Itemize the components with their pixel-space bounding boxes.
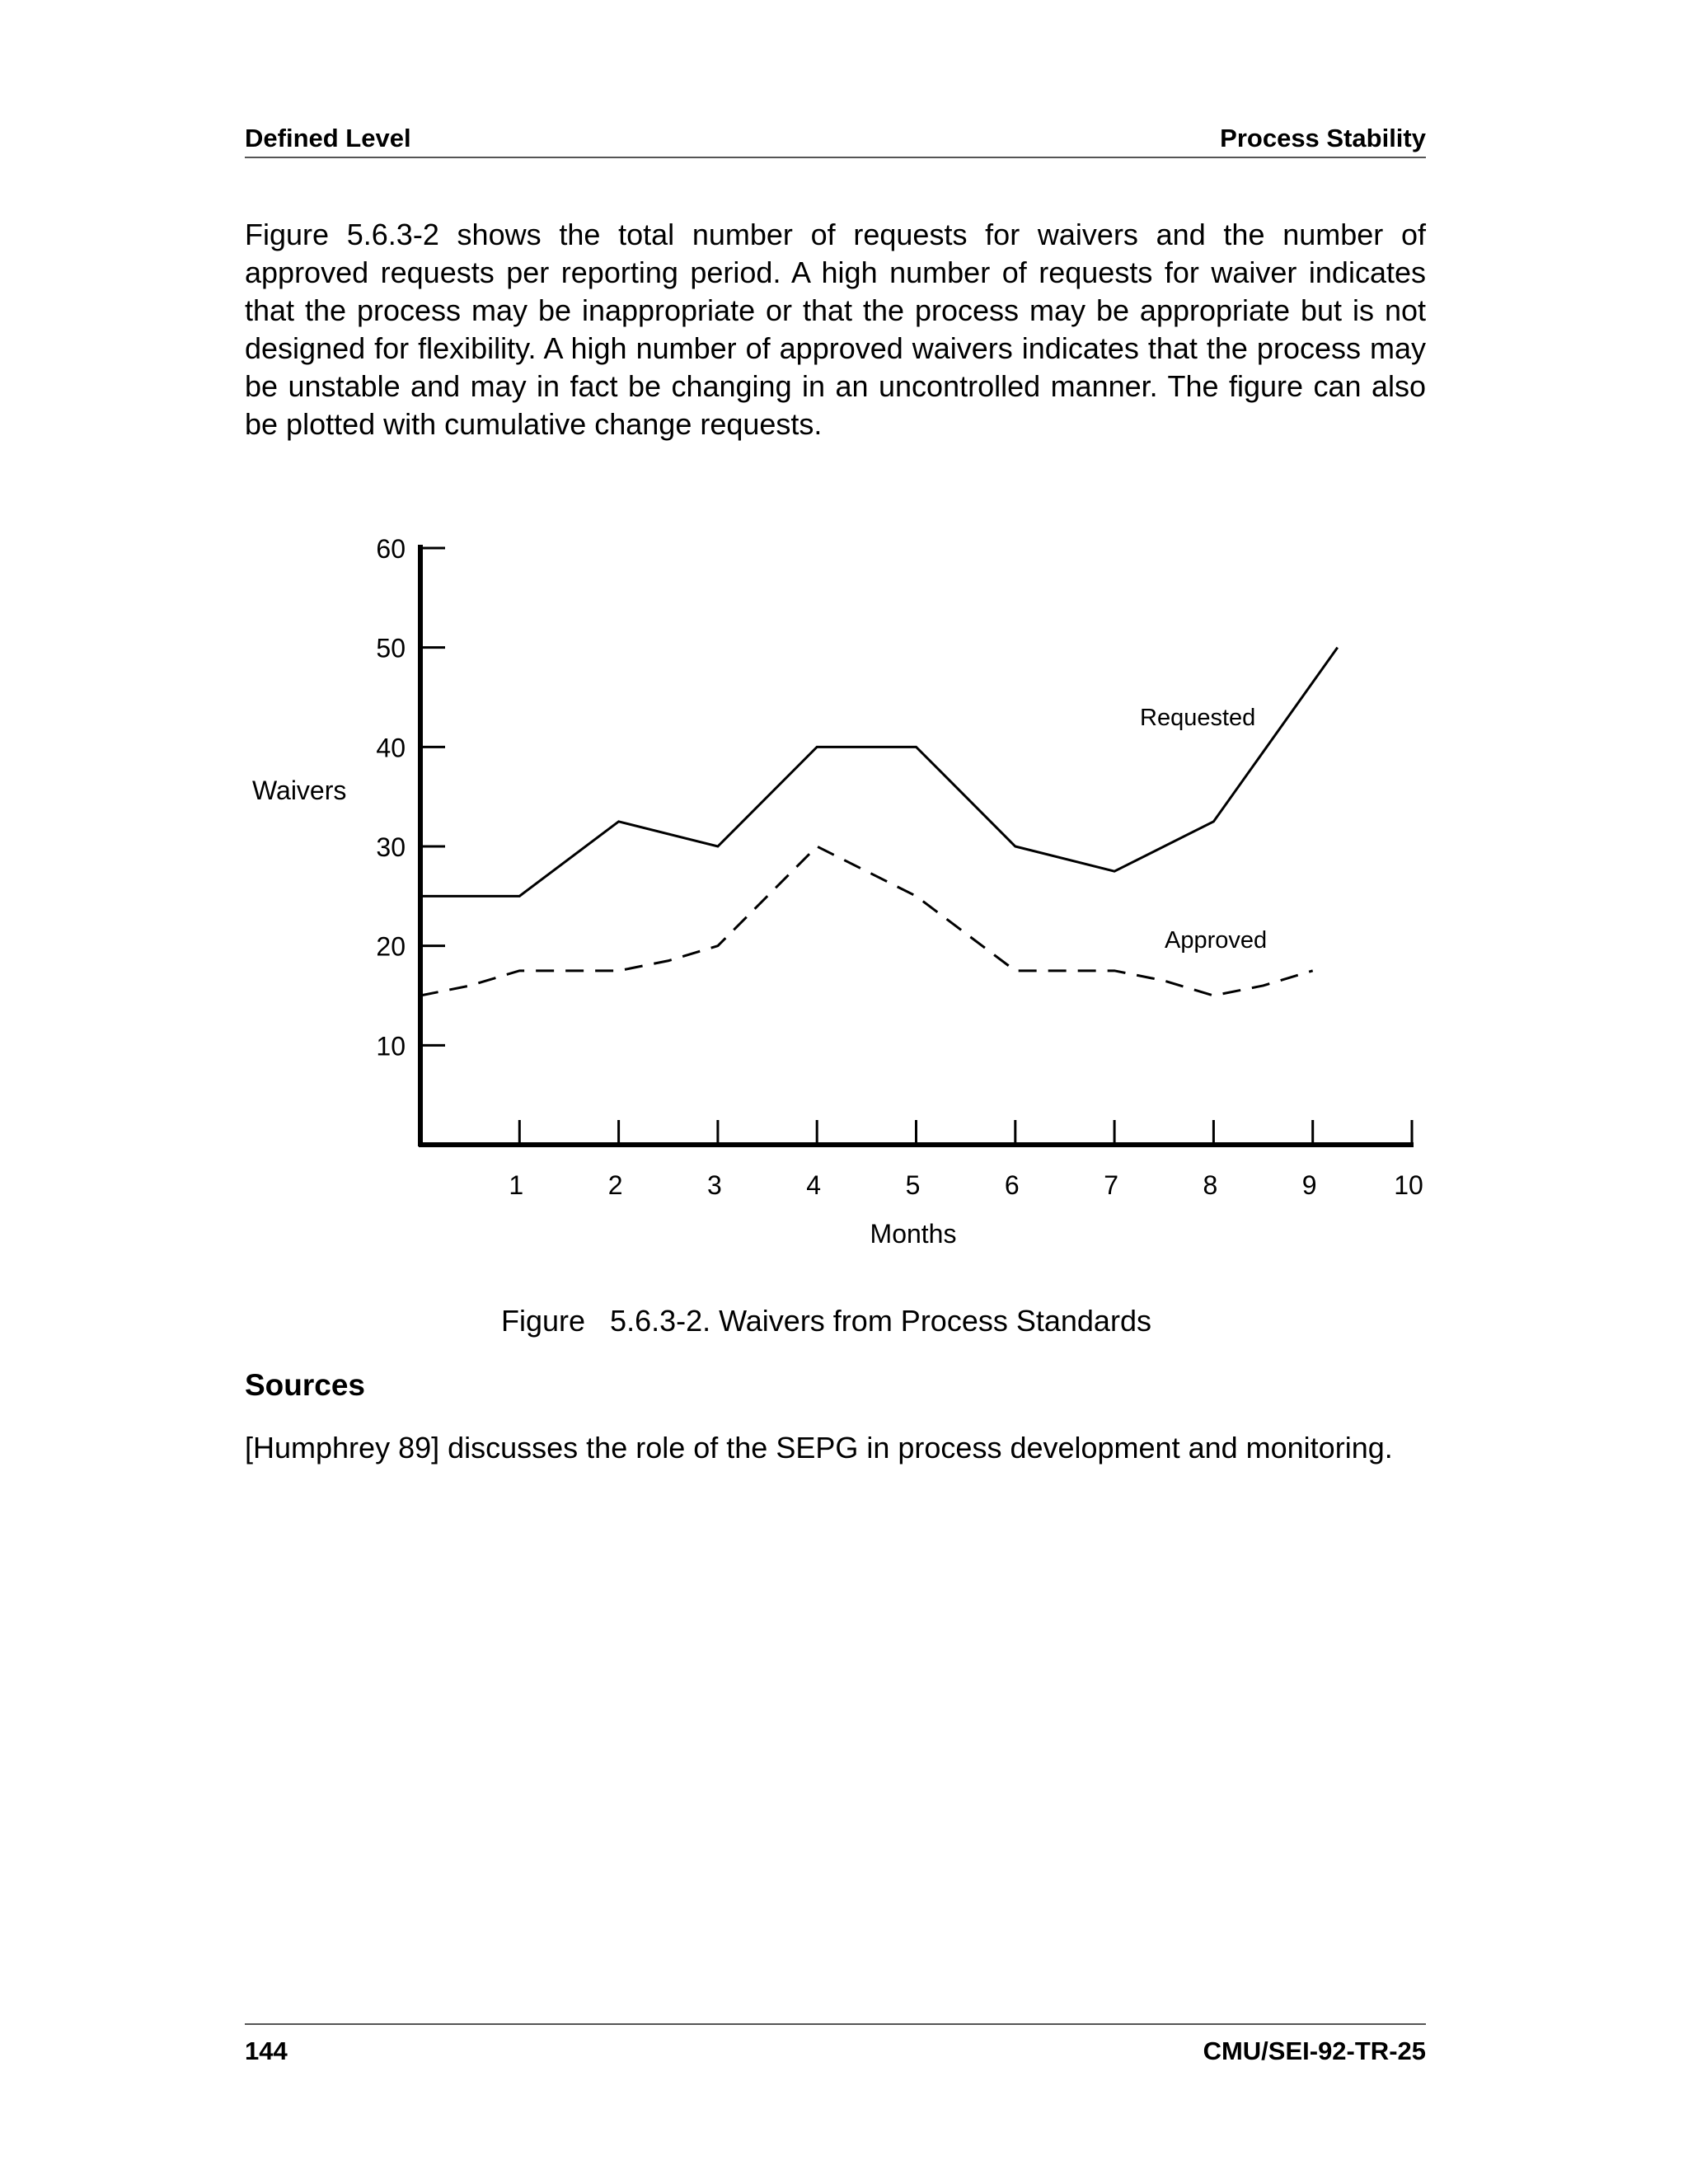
x-tick-label: 7 xyxy=(1104,1170,1118,1200)
x-tick-label: 6 xyxy=(1004,1170,1020,1200)
sources-text: [Humphrey 89] discusses the role of the SEPG in process development and monitoring. xyxy=(245,1431,1393,1465)
page-number: 144 xyxy=(245,2036,288,2065)
y-tick-label: 40 xyxy=(376,733,406,763)
report-id: CMU/SEI-92-TR-25 xyxy=(1203,2036,1426,2065)
page-footer xyxy=(245,2023,1426,2066)
figure-caption: Figure 5.6.3-2. Waivers from Process Standards xyxy=(501,1304,1151,1338)
series-label-requested: Requested xyxy=(1140,705,1256,731)
x-tick-label: 4 xyxy=(806,1170,822,1200)
y-tick-label: 20 xyxy=(376,931,406,962)
header-left: Defined Level xyxy=(245,124,411,152)
header-right: Process Stability xyxy=(1220,124,1426,152)
x-tick-label: 10 xyxy=(1394,1170,1423,1200)
x-axis-label: Months xyxy=(870,1219,957,1249)
y-tick-label: 60 xyxy=(376,534,406,564)
y-tick-label: 50 xyxy=(376,633,406,663)
sources-heading: Sources xyxy=(245,1368,366,1402)
series-line-requested xyxy=(420,648,1338,897)
x-tick-label: 9 xyxy=(1301,1170,1317,1200)
y-tick-label: 10 xyxy=(376,1031,406,1062)
x-tick-label: 5 xyxy=(905,1170,921,1200)
x-tick-label: 8 xyxy=(1203,1170,1218,1200)
y-tick-label: 30 xyxy=(376,832,406,862)
y-axis-label: Waivers xyxy=(252,776,347,805)
body-paragraph: Figure 5.6.3-2 shows the total number of requests for waivers and the number of approved requests per reporting period. A high number of requests for waiver indicates that the process may be inappropriate or that the process may be appropriate but is not designed for flexibility. A high number of approved waivers indicates that the process may be unstable and may in fact be changing in an uncontrolled manner. The figure can also be plotted with cumulative change requests. xyxy=(245,218,1426,441)
x-tick-label: 1 xyxy=(509,1170,524,1200)
series-label-approved: Approved xyxy=(1165,927,1268,954)
x-tick-label: 2 xyxy=(607,1170,623,1200)
x-tick-label: 3 xyxy=(707,1170,722,1200)
